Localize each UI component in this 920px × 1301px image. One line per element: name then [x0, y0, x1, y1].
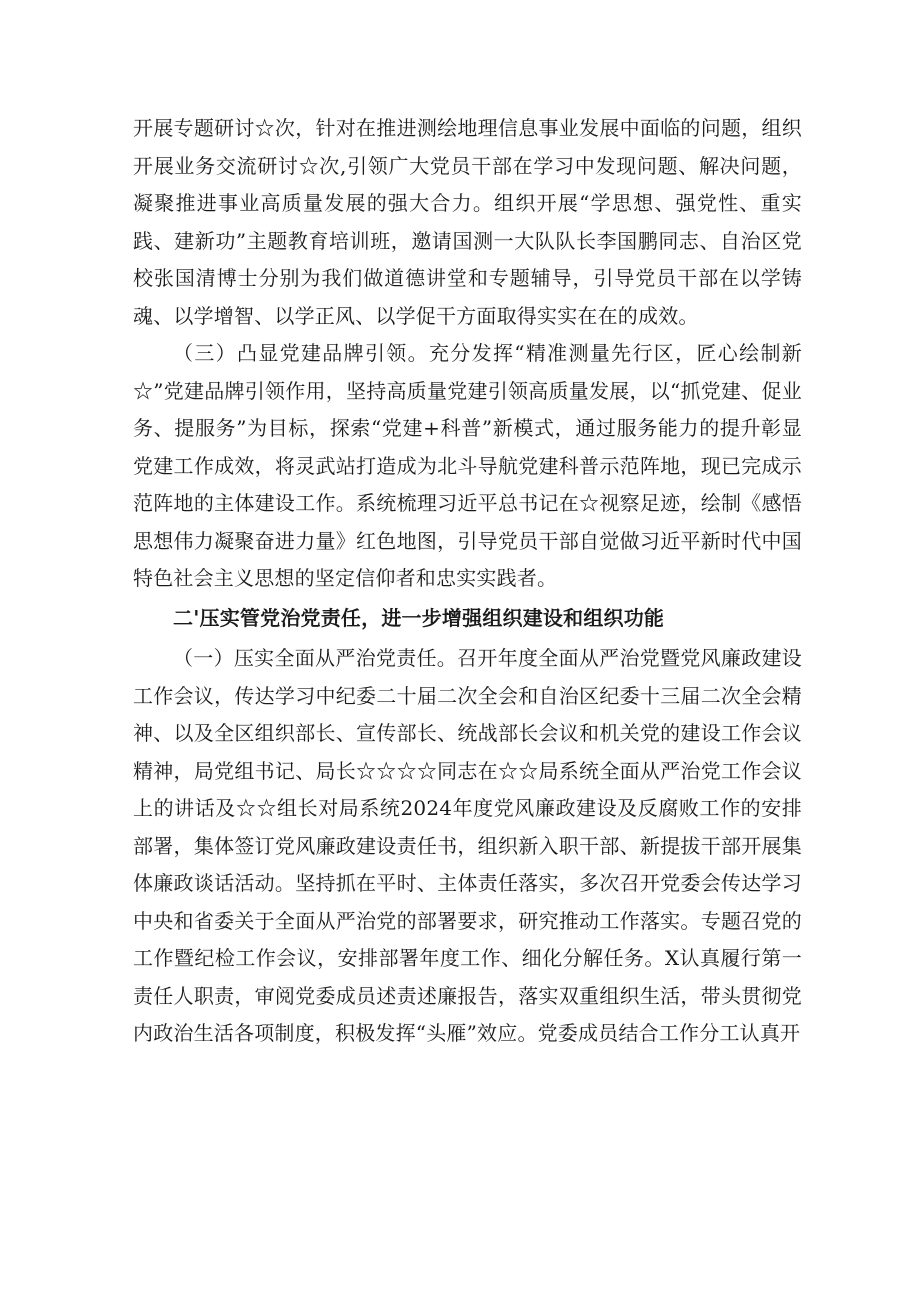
body-paragraph: 开展专题研讨☆次，针对在推进测绘地理信息事业发展中面临的问题，组织开展业务交流研讨☆次,引领广大党员干部在学习中发现问题、解决问题，凝聚推进事业高质量发展的强大合力。组织开展“学思想、强党性、重实践、建新功”主题教育培训班，邀请国测一大队队长李国鹏同志、自治区党校张国清博士分别为我们做道德讲堂和专题辅导，引导党员干部在以学铸魂、以学增智、以学正风、以学促干方面取得实实在在的成效。 — [133, 116, 802, 328]
body-paragraph: （一）压实全面从严治党责任。召开年度全面从严治党暨党风廉政建设工作会议，传达学习中纪委二十届二次全会和自治区纪委十三届二次全会精神、以及全区组织部长、宣传部长、统战部长会议和机关党的建设工作会议精神，局党组书记、局长☆☆☆☆同志在☆☆局系统全面从严治党工作会议上的讲话及☆☆组长对局系统2024年度党风廉政建设及反腐败工作的安排部署，集体签订党风廉政建设责任书，组织新入职干部、新提拔干部开展集体廉政谈话活动。坚持抓在平时、主体责任落实，多次召开党委会传达学习中央和省委关于全面从严治党的部署要求，研究推动工作落实。专题召党的工作暨纪检工作会议，安排部署年度工作、细化分解任务。X认真履行第一责任人职责，审阅党委成员述责述廉报告，落实双重组织生活，带头贯彻党内政治生活各项制度，积极发挥“头雁”效应。党委成员结合工作分工认真开 — [133, 646, 802, 1045]
body-paragraph: （三）凸显党建品牌引领。充分发挥“精准测量先行区，匠心绘制新☆”党建品牌引领作用，坚持高质量党建引领高质量发展，以“抓党建、促业务、提服务”为目标，探索“党建+科普”新模式，通过服务能力的提升彰显党建工作成效，将灵武站打造成为北斗导航党建科普示范阵地，现已完成示范阵地的主体建设工作。系统梳理习近平总书记在☆视察足迹，绘制《感悟思想伟力凝聚奋进力量》红色地图，引导党员干部自觉做习近平新时代中国特色社会主义思想的坚定信仰者和忠实实践者。 — [133, 341, 802, 590]
section-heading: 二'压实管党治党责任，进一步增强组织建设和组织功能 — [173, 605, 665, 630]
